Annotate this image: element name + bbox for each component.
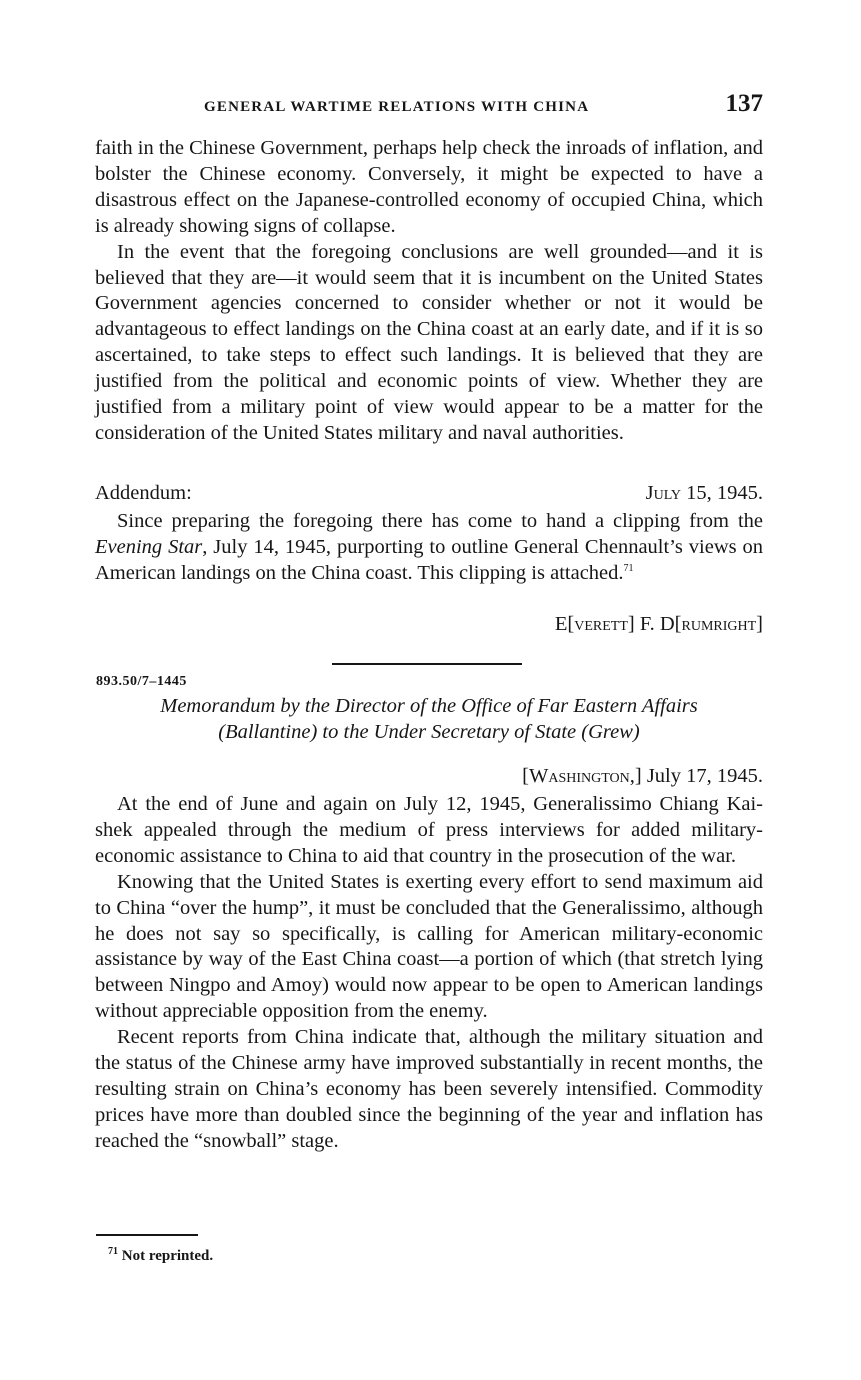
page-header bbox=[96, 90, 763, 124]
paragraph-continued: faith in the Chinese Government, perhaps help check the inroads of inflation, and bolster the Chinese economy. Conversely, it might be expected to have a disastrous effect on the Japanese-controlled economy of occupied China, which is already showing signs of collapse. bbox=[95, 137, 763, 237]
signature-part: ] bbox=[756, 613, 763, 635]
newspaper-title: Evening Star bbox=[95, 535, 203, 558]
section-divider bbox=[332, 663, 522, 665]
addendum-date bbox=[646, 482, 763, 505]
document-title bbox=[95, 693, 763, 745]
addendum-date-rest: 15, 1945. bbox=[681, 482, 763, 504]
dateline-part: [W bbox=[522, 765, 549, 787]
document-title-line-1: Memorandum by the Director of the Office of Far Eastern Affairs bbox=[160, 695, 698, 717]
footnote-reference: 71 bbox=[623, 562, 634, 574]
signature-part: verett bbox=[574, 613, 628, 635]
addendum-date-month: July bbox=[645, 482, 681, 504]
dateline-place: ashington bbox=[548, 765, 630, 787]
paragraph-appeal: At the end of June and again on July 12, 1945, Generalissimo Chiang Kai-shek appealed through the medium of press interviews for added military-economic assistance to China to aid that country in the prosecution of the war. bbox=[95, 793, 763, 867]
addendum-paragraph bbox=[95, 509, 763, 587]
signature bbox=[555, 613, 763, 636]
addendum-heading bbox=[95, 482, 763, 508]
continued-text bbox=[95, 136, 763, 447]
footnote-text: Not reprinted. bbox=[118, 1248, 214, 1264]
paragraph-recent-reports: Recent reports from China indicate that, although the military situation and the status of the Chinese army have improved substantially in recent months, the resulting strain on China’s economy has been severely intensified. Commodity prices have more than doubled since the beginning of the year and inflation has reached the “snowball” stage. bbox=[95, 1026, 763, 1152]
footnote-number: 71 bbox=[108, 1246, 118, 1257]
footnote bbox=[108, 1248, 213, 1265]
footnote-divider bbox=[96, 1234, 198, 1236]
addendum-text-b: , July 14, 1945, purporting to outline General Chennault’s views on American landings on the China coast. This clipping is attached. bbox=[95, 535, 764, 584]
paragraph-conclusions: In the event that the foregoing conclusions are well grounded—and it is believed that they are—it would seem that it is incumbent on the United States Government agencies concerned to consider whether or not it would be advantageous to effect landings on the China coast at an early date, and if it is so ascertained, to take steps to effect such landings. It is believed that they are justified from the political and economic points of view. Whether they are justified from a military point of view would appear to be a matter for the consideration of the United States military and naval authorities. bbox=[95, 240, 763, 444]
page-number: 137 bbox=[725, 90, 763, 117]
addendum-body bbox=[95, 509, 763, 587]
running-title: GENERAL WARTIME RELATIONS WITH CHINA bbox=[204, 99, 590, 115]
dateline-part: ,] July 17, 1945. bbox=[629, 765, 763, 787]
signature-part: rumright bbox=[681, 613, 757, 635]
document-reference: 893.50/7–1445 bbox=[96, 674, 187, 689]
dateline bbox=[522, 765, 763, 788]
memorandum-body bbox=[95, 792, 763, 1155]
paragraph-hump: Knowing that the United States is exerting every effort to send maximum aid to China “over the hump”, it must be concluded that the Generalissimo, although he does not say so specifically, is calling for American military-economic assistance by way of the East China coast—a portion of which (that stretch lying between Ningpo and Amoy) would now appear to be open to American landings without appreciable opposition from the enemy. bbox=[95, 870, 763, 1023]
signature-part: E[ bbox=[554, 613, 575, 635]
addendum-text-a: Since preparing the foregoing there has come to hand a clipping from the bbox=[117, 510, 763, 532]
addendum-label: Addendum: bbox=[95, 482, 192, 504]
document-title-line-2: (Ballantine) to the Under Secretary of State (Grew) bbox=[218, 721, 640, 743]
signature-part: ] F. D[ bbox=[627, 613, 682, 635]
